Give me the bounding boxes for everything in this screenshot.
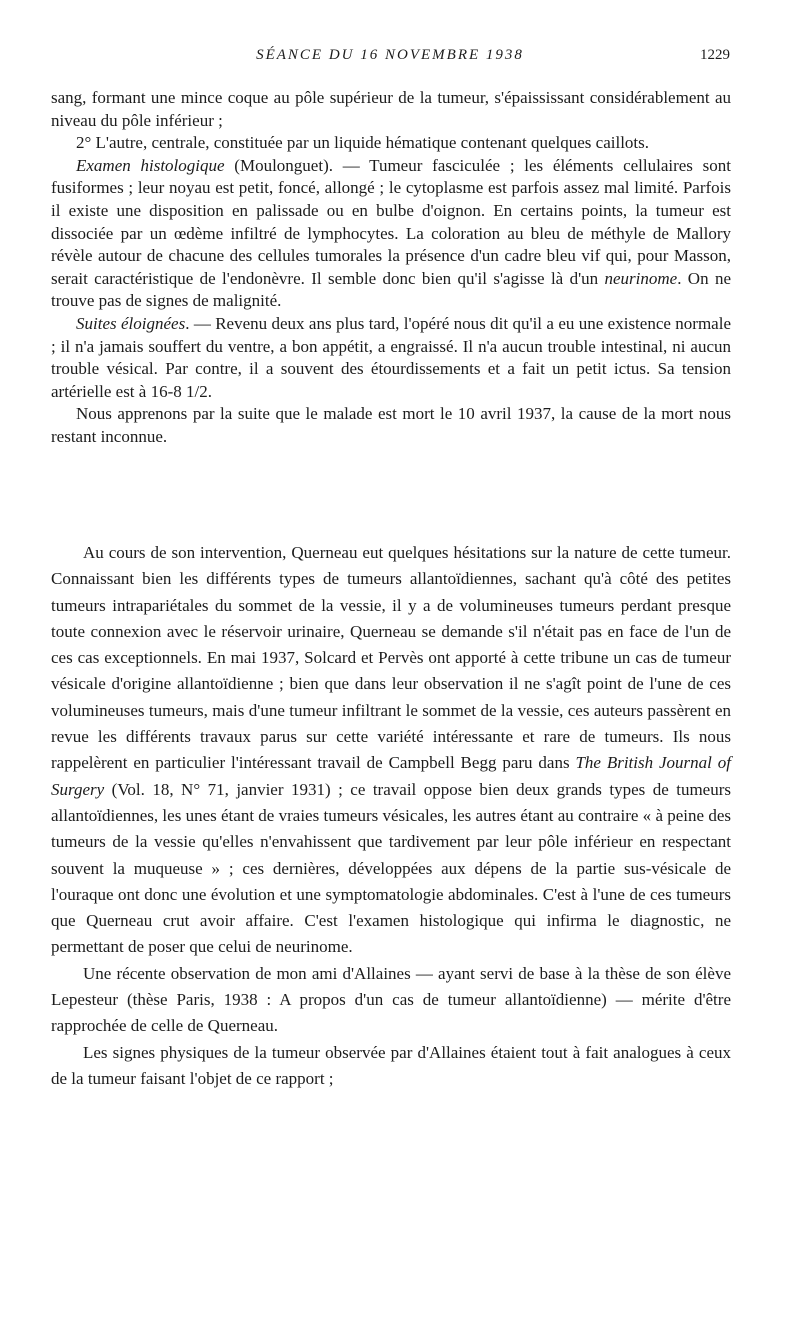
- discussion-text-b: (Vol. 18, N° 71, janvier 1931) ; ce travail oppose bien deux grands types de tumeurs allantoïdiennes, les unes étant de vraies tumeurs vésicales, les autres étant au contraire « à peine des tumeurs de la vessie qu'elles n'envahissent que tardivement par leur pôle inférieur en respectant souvent la muqueuse » ; ces dernières, développées aux dépens de la partie sus-vésicale de l'ouraque ont donc une évolution et une symptomatologie abdominales. C'est à l'une de ces tumeurs que Querneau crut avoir affaire. C'est l'examen histologique qui infirma le diagnostic, ne permettant de poser que celui de neurinome.: [51, 779, 731, 957]
- histology-label: Examen histologique: [76, 155, 225, 175]
- first-section: [51, 87, 731, 449]
- follow-up-label: Suites éloignées: [76, 313, 186, 333]
- second-section: [51, 540, 731, 1092]
- paragraph-histology: [51, 155, 731, 313]
- paragraph-capsule: sang, formant une mince coque au pôle supérieur de la tumeur, s'épaississant considérablement au niveau du pôle inférieur ;: [51, 88, 731, 130]
- paragraph-discussion: [51, 540, 731, 961]
- page-header: [50, 47, 730, 69]
- follow-up-text: . — Revenu deux ans plus tard, l'opéré nous dit qu'il a eu une existence normale ; il n'a jamais souffert du ventre, a bon appétit, a engraissé. Il n'a aucun trouble intestinal, ni aucun trouble vésical. Par contre, il a souvent des étourdissements et a fait un petit ictus. Sa tension artérielle est à 16-8 1/2.: [51, 313, 731, 401]
- paragraph-central-part: 2° L'autre, centrale, constituée par un liquide hématique contenant quelques caillots.: [76, 133, 650, 153]
- page-number: 1229: [700, 47, 730, 63]
- running-head: SÉANCE DU 16 NOVEMBRE 1938: [256, 47, 524, 63]
- histology-text-a: (Moulonguet). — Tumeur fasciculée ; les éléments cellulaires sont fusiformes ; leur noyau est petit, foncé, allongé ; le cytoplasme est parfois assez mal limité. Parfois il existe une disposition en palissade ou en bulbe d'oignon. En certains points, la tumeur est dissociée par un œdème infiltré de lymphocytes. La coloration au bleu de méthyle de Mallory révèle autour de chacune des cellules tumorales la présence d'un cadre bleu vif qui, pour Masson, serait caractéristique de l'endonèvre. Il semble donc bien qu'il s'agisse là d'un: [51, 155, 731, 288]
- paragraph-physical-signs: Les signes physiques de la tumeur observée par d'Allaines étaient tout à fait analogues à ceux de la tumeur faisant l'objet de ce rapport ;: [51, 1042, 731, 1088]
- discussion-text-a: Au cours de son intervention, Querneau eut quelques hésitations sur la nature de cette tumeur. Connaissant bien les différents types de tumeurs allantoïdiennes, sachant qu'à côté des petites tumeurs intrapariétales du sommet de la vessie, il y a de volumineuses tumeurs perdant presque toute connexion avec le réservoir urinaire, Querneau se demande s'il n'était pas en face de l'un de ces cas exceptionnels. En mai 1937, Solcard et Pervès ont apporté à cette tribune un cas de tumeur vésicale d'origine allantoïdienne ; bien que dans leur observation il ne s'agît point de l'une de ces volumineuses tumeurs, mais d'une tumeur infiltrant le sommet de la vessie, ces auteurs passèrent en revue les différents travaux parus sur cette variété intéressante et rare de tumeurs. Ils nous rappelèrent en particulier l'intéressant travail de Campbell Begg paru dans: [51, 543, 731, 773]
- histology-text-b: . On ne trouve pas de signes de malignité.: [51, 268, 731, 311]
- neurinome-term: neurinome: [604, 268, 678, 288]
- paragraph-follow-up: [51, 313, 731, 403]
- paragraph-allaines: Une récente observation de mon ami d'Allaines — ayant servi de base à la thèse de son élève Lepesteur (thèse Paris, 1938 : A propos d'un cas de tumeur allantoïdienne) — mérite d'être rapprochée de celle de Querneau.: [51, 963, 731, 1036]
- journal-title: The British Journal of Surgery: [51, 753, 731, 799]
- paragraph-death: Nous apprenons par la suite que le malade est mort le 10 avril 1937, la cause de la mort nous restant inconnue.: [51, 404, 731, 446]
